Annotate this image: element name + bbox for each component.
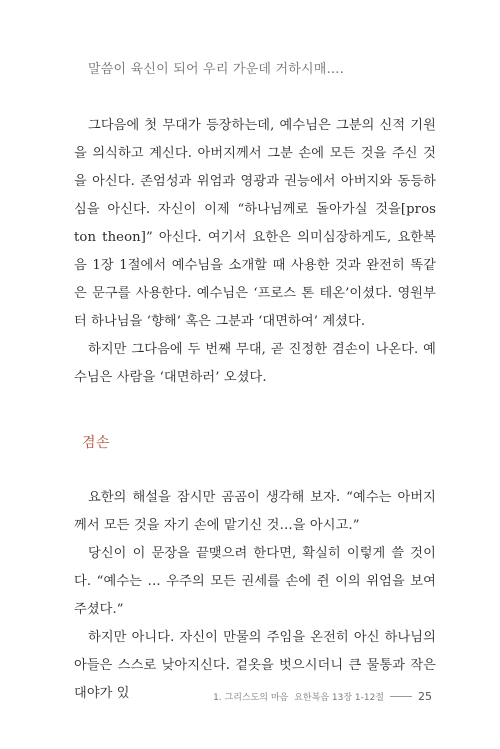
body-text-block-2 — [74, 484, 436, 708]
footer-scripture-reference: 요한복음 13장 1-12절 — [294, 693, 384, 703]
paragraph: 하지만 그다음에 두 번째 무대, 곧 진정한 겸손이 나온다. 예수님은 사람을 ‘대면하러’ 오셨다. — [74, 342, 436, 385]
section-heading: 겸손 — [82, 435, 111, 451]
body-text-block-1 — [74, 112, 436, 392]
paragraph: 요한의 해설을 잠시만 곰곰이 생각해 보자. “예수는 아버지께서 모든 것을 자기 손에 맡기신 것…을 아시고.” — [74, 490, 436, 533]
page-number: 25 — [418, 690, 432, 703]
paragraph: 하지만 아니다. 자신이 만물의 주임을 온전히 아신 하나님의 아들은 스스로 낮아지신다. 겉옷을 벗으시더니 큰 물통과 작은 대야가 있 — [74, 630, 436, 701]
page-footer — [213, 690, 432, 703]
paragraph: 당신이 이 문장을 끝맺으려 한다면, 확실히 이렇게 쓸 것이다. “예수는 … 우주의 모든 권세를 손에 쥔 이의 위엄을 보여 주셨다.” — [74, 546, 436, 617]
paragraph: 그다음에 첫 무대가 등장하는데, 예수님은 그분의 신적 기원을 의식하고 계신다. 아버지께서 그분 손에 모든 것을 주신 것을 아신다. 존엄성과 위엄과 영광과 권능에서 아버지와 동등하심을 아신다. 자신이 이제 “하나님께로 돌아가실 것을[pros ton theon]” 아신다. 여기서 요한은 의미심장하게도, 요한복음 1장 1절에서 예수님을 소개할 때 사용한 것과 완전히 똑같은 문구를 사용한다. 예수님은 ‘프로스 톤 테온’이셨다. 영원부터 하나님을 ‘향해’ 혹은 그분과 ‘대면하여’ 계셨다. — [74, 118, 436, 329]
scripture-quote: 말씀이 육신이 되어 우리 가운데 거하시매…. — [88, 62, 345, 77]
footer-divider — [390, 696, 412, 697]
footer-chapter-title: 1. 그리스도의 마음 — [213, 693, 289, 703]
